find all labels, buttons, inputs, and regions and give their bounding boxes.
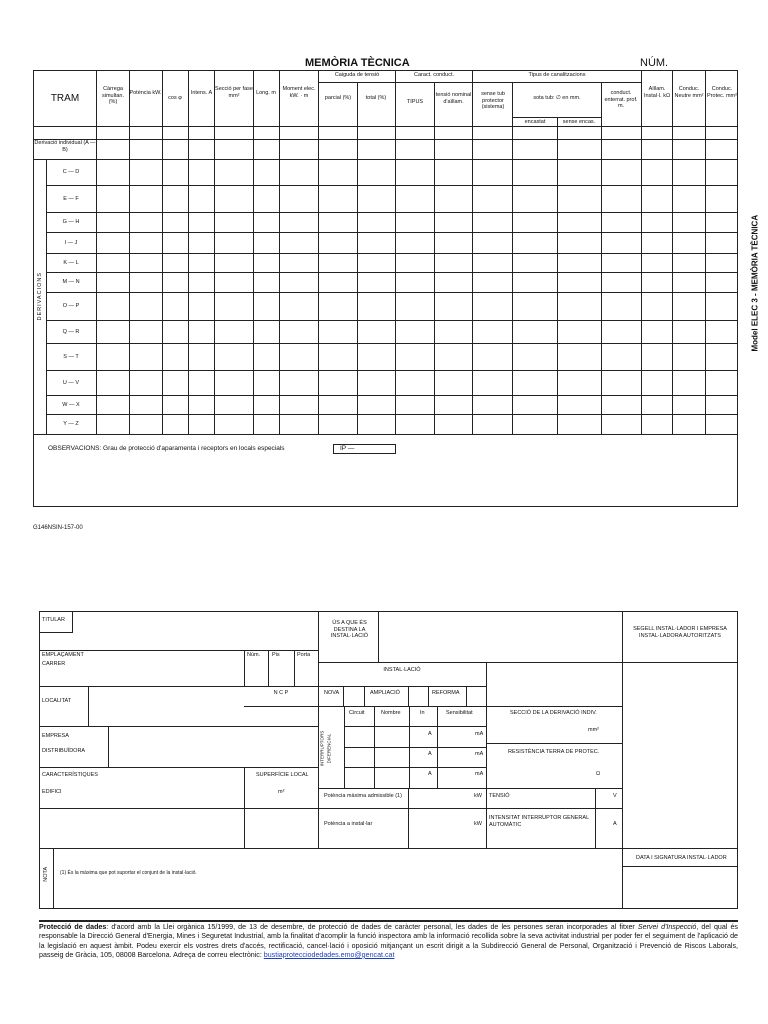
- edifici-label: EDIFICI: [42, 789, 62, 795]
- row-label: M — N: [62, 279, 80, 285]
- hdr-parcial: parcial (%): [324, 95, 352, 101]
- resistencia-label: RESISTÈNCIA TERRA DE PROTEC.: [508, 749, 600, 755]
- hdr-neutre: Conduc. Neutre mm²: [674, 86, 704, 99]
- nombre-label: Nombre: [381, 710, 401, 716]
- lower-form-frame: [39, 611, 738, 909]
- hdr-long: Long. m: [256, 90, 276, 96]
- hdr-caiguda: Caiguda de tensió: [334, 72, 380, 78]
- hdr-encastat: encastat: [524, 119, 546, 125]
- hdr-sense-encas: sense encas.: [562, 119, 596, 125]
- installacio-label: INSTAL·LACIÓ: [383, 667, 421, 673]
- v-label: V: [613, 793, 617, 799]
- data-signatura-label: DATA I SIGNATURA INSTAL·LADOR: [636, 855, 727, 861]
- memoria-title: MEMÒRIA TÈCNICA: [305, 57, 410, 69]
- row-label: U — V: [62, 380, 80, 386]
- ma-label-3: mA: [475, 771, 484, 777]
- kw-label-1: kW: [474, 793, 482, 799]
- interruptors-label: INTERRUPTORS DIFERENCIAL: [319, 730, 331, 767]
- hdr-conduct-enterr: conduct. enterrat. prof. m.: [604, 90, 638, 109]
- row-label: O — P: [62, 303, 80, 309]
- nota-text: (1) És la màxima que pot suportar el conjunt de la instal·lació.: [60, 870, 197, 876]
- ip-label: IP —: [340, 445, 355, 452]
- mm2-label: mm²: [588, 727, 599, 733]
- data-protection-text: Protecció de dades: d'acord amb la Llei orgànica 15/1999, de 13 de desembre, de protecció de dades de caràcter personal, les dades de les persones seran incorporades al fitxer Servei d'Inspecció, del qual és responsable la Direcció General d'Energia, Mines i Seguretat Industrial, amb la finalitat d'acomplir la funció inspectora amb la informació recollida sobre la seva activitat industrial per poder fer el seguiment de l'aplicació de la legislació en aquest àmbit. Podeu exercir els vostres drets d'accés, rectificació, cancel·lació i oposició mitjançant un escrit dirigit a la Subdirecció General de Personal, Organització i Prevenció de Riscos Laborals, passeig de Gràcia, 105, 08008 Barcelona. Adreça de correu electrònic: bustiaprotecciodedades.emo@gencat.cat: [39, 923, 738, 959]
- reforma-label: REFORMA: [432, 690, 460, 696]
- hdr-tipus: TIPUS: [406, 99, 424, 105]
- row-label: Q — R: [62, 329, 80, 335]
- hdr-tram: TRAM: [50, 93, 80, 104]
- hdr-sota-tub: sota tub: ∅ en mm.: [533, 95, 581, 101]
- row-label: K — L: [63, 260, 79, 266]
- email-link[interactable]: bustiaprotecciodedades.emo@gencat.cat: [263, 950, 395, 959]
- seccio-derivacio-label: SECCIÓ DE LA DERIVACIÓ INDIV.: [510, 710, 597, 716]
- hdr-potencia: Potència kW.: [129, 90, 162, 96]
- sensibilitat-label: Sensibilitat: [446, 710, 473, 716]
- ohm-label: Ω: [596, 771, 601, 777]
- hdr-tensio-nominal: tensió nominal d'aïllam.: [435, 92, 472, 105]
- ma-label-1: mA: [475, 731, 484, 737]
- m2-label: m²: [278, 789, 285, 795]
- side-label: Model ELEC 3 - MEMÒRIA TÈCNICA: [750, 214, 760, 352]
- kw-label-2: kW: [474, 821, 482, 827]
- hdr-aillam: Aïllam. Instal·l. kΩ: [643, 86, 671, 99]
- carrer-label: CARRER: [42, 661, 66, 667]
- row-label: W — X: [62, 402, 80, 408]
- a-label-4: A: [613, 821, 617, 827]
- hdr-total: total (%): [365, 95, 387, 101]
- row-label: E — F: [63, 196, 79, 202]
- hdr-caract: Caract. conduct.: [413, 72, 455, 78]
- superficie-label: SUPERFÍCIE LOCAL: [256, 772, 309, 778]
- pis-label: Pis: [272, 652, 280, 658]
- observacions: OBSERVACIONS: Grau de protecció d'aparamenta i receptors en locals especials: [48, 445, 285, 452]
- caracteristiques-label: CARACTERÍSTIQUES: [42, 772, 98, 778]
- porta-label: Porta: [297, 652, 311, 658]
- hdr-carrega: Càrrega simultan. (%): [101, 86, 124, 105]
- us-label: ÚS A QUE ÉS DESTINA LA INSTAL·LACIÓ: [330, 620, 369, 639]
- hdr-intens: Intens. A: [190, 90, 213, 96]
- hdr-cos: cos φ: [168, 95, 182, 101]
- a-label-3: A: [428, 771, 432, 777]
- form-code: G146NSIN-157-00: [33, 525, 83, 531]
- data-protection-title: Protecció de dades: [39, 923, 107, 931]
- num-label: NÚM.: [640, 57, 669, 69]
- ma-label-2: mA: [475, 751, 484, 757]
- hdr-moment: Moment elec. kW. · m: [282, 86, 316, 99]
- segell-label: SEGELL INSTAL·LADOR I EMPRESA INSTAL·LADORA AUTORITZATS: [633, 626, 727, 639]
- potencia-max-label: Potència màxima admissible (1): [324, 793, 402, 799]
- row-label: C — D: [62, 169, 80, 175]
- row-label: I — J: [64, 240, 78, 246]
- a-label-2: A: [428, 751, 432, 757]
- intensitat-label: INTENSITAT INTERRUPTOR GENERAL AUTOMÀTIC: [489, 815, 589, 828]
- empresa-label: EMPRESA: [42, 733, 69, 739]
- ncp-label: N C P: [273, 690, 289, 696]
- row-label: S — T: [63, 354, 79, 360]
- distribuidora-label: DISTRIBUÏDORA: [42, 748, 86, 754]
- derivacio-individual: Derivació individual (A — B): [34, 140, 96, 153]
- derivacions-label: DERIVACIONS: [36, 272, 43, 321]
- tensio-label: TENSIÓ: [489, 793, 510, 799]
- hdr-sense-tub: sense tub protector (sistema): [481, 91, 505, 110]
- num-field-label: Núm.: [247, 652, 261, 658]
- hdr-protec: Conduc. Protec. mm²: [707, 86, 737, 99]
- hdr-tipus-canal: Tipus de canalitzacions: [528, 72, 586, 78]
- potencia-inst-label: Potència a instal·lar: [324, 821, 373, 827]
- nota-label: NOTA: [42, 866, 49, 882]
- in-label: In: [420, 710, 425, 716]
- a-label-1: A: [428, 731, 432, 737]
- row-label: Y — Z: [63, 421, 79, 427]
- row-label: G — H: [62, 219, 80, 225]
- circuit-label: Circuit: [349, 710, 365, 716]
- hdr-seccio: Secció per fase mm²: [215, 86, 253, 99]
- emplacament-label: EMPLAÇAMENT: [42, 652, 84, 658]
- nova-label: NOVA: [324, 690, 340, 696]
- memoria-table-frame: [33, 70, 738, 507]
- ampliacio-label: AMPLIACIÓ: [370, 690, 400, 696]
- titular-label: TITULAR: [42, 617, 65, 623]
- localitat-label: LOCALITAT: [42, 698, 72, 704]
